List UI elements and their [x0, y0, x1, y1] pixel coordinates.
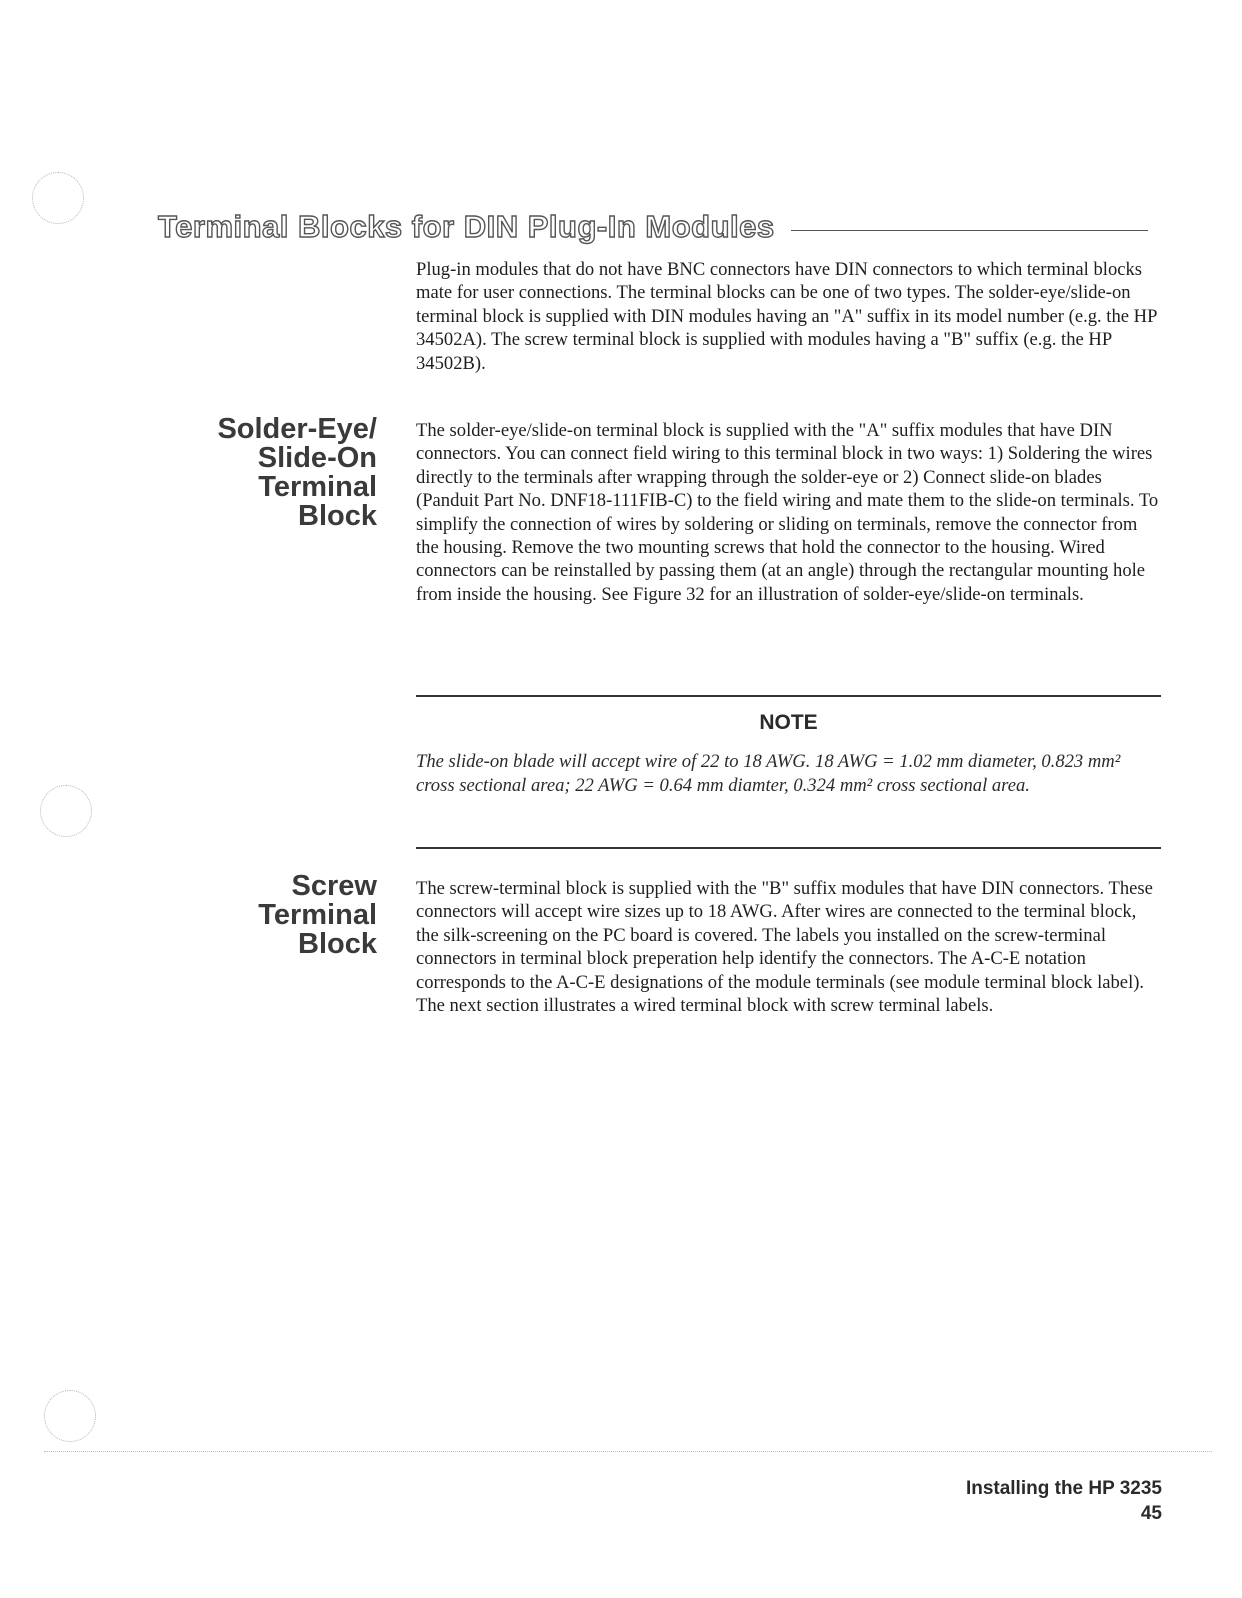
note-bottom-rule: [416, 847, 1161, 849]
note-title: NOTE: [759, 711, 818, 734]
page-number: 45: [1140, 1503, 1162, 1524]
binder-hole-icon: [32, 172, 84, 224]
heading-line: Slide-On: [257, 442, 377, 474]
heading-line: Block: [298, 928, 377, 960]
screw-terminal-heading: [147, 872, 377, 959]
heading-line: Terminal: [258, 471, 377, 503]
intro-paragraph: Plug-in modules that do not have BNC connectors have DIN connectors to which terminal blocks mate for user connections. The terminal blocks can be one of two types. The solder-eye/slide-on terminal block is supplied with DIN modules having an "A" suffix in its model number (e.g. the HP 34502A). The screw terminal block is supplied with modules having a "B" suffix (e.g. the HP 34502B).: [416, 259, 1157, 374]
solder-eye-paragraph: The solder-eye/slide-on terminal block is supplied with the "A" suffix modules that have DIN connectors. You can connect field wiring to this terminal block in two ways: 1) Soldering the wires directly to the terminals after wrapping through the solder-eye or 2) Connect slide-on blades (Panduit Part No. DNF18-111FIB-C) to the field wiring and mate them to the slide-on terminals. To simplify the connection of wires by soldering or sliding on terminals, remove the connector from the housing. Remove the two mounting screws that hold the connector to the housing. Wired connectors can be reinstalled by passing them (at an angle) through the rectangular mounting hole from inside the housing. See Figure 32 for an illustration of solder-eye/slide-on terminals.: [416, 420, 1159, 605]
footer-rule: [44, 1451, 1212, 1452]
screw-terminal-paragraph: The screw-terminal block is supplied with the "B" suffix modules that have DIN connectors. These connectors will accept wire sizes up to 18 AWG. After wires are connected to the terminal block, the silk-screening on the PC board is covered. The labels you installed on the screw-terminal connectors in terminal block preperation help identify the connectors. The A-C-E notation corresponds to the A-C-E designations of the module terminals (see module terminal block label). The next section illustrates a wired terminal block with screw terminal labels.: [416, 878, 1153, 1017]
heading-line: Terminal: [258, 899, 377, 931]
binder-hole-icon: [44, 1390, 96, 1442]
heading-line: Screw: [291, 870, 377, 902]
section-title-rule: [791, 230, 1148, 231]
section-title: [158, 207, 1148, 247]
note-text: The slide-on blade will accept wire of 22 to 18 AWG. 18 AWG = 1.02 mm diameter, 0.823 mm² cross sectional area; 22 AWG = 0.64 mm diamter, 0.324 mm² cross sectional area.: [416, 751, 1121, 796]
binder-hole-icon: [40, 785, 92, 837]
footer-title: Installing the HP 3235: [965, 1478, 1162, 1499]
note-top-rule: [416, 695, 1161, 697]
heading-line: Block: [298, 500, 377, 532]
section-title-text: Terminal Blocks for DIN Plug-In Modules: [158, 209, 775, 244]
solder-eye-heading: [147, 415, 377, 531]
heading-line: Solder-Eye/: [217, 413, 377, 445]
